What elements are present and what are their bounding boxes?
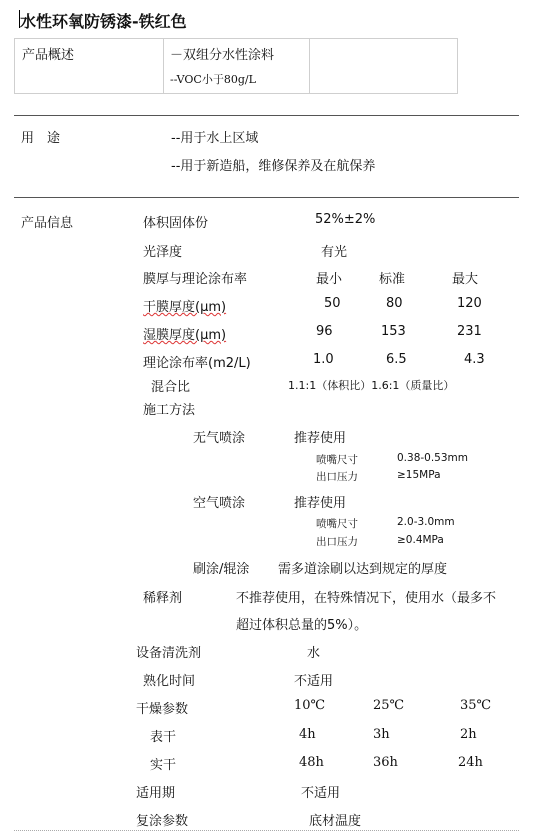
touch-dry-10: 4h [299, 727, 316, 742]
overview-label: 产品概述 [22, 48, 75, 63]
wet-film-max: 231 [457, 324, 482, 339]
cleaner-value: 水 [307, 646, 321, 661]
cleaner-label: 设备清洗剂 [136, 646, 202, 661]
dry-film-label [143, 296, 226, 315]
rate-std: 6.5 [386, 352, 407, 367]
brush-label: 刷涂/辊涂 [193, 562, 250, 577]
overview-line-2: --VOC小于80g/L [170, 73, 256, 86]
air-spray-recommend: 推荐使用 [294, 496, 347, 511]
film-header-max: 最大 [452, 272, 479, 287]
info-label: 产品信息 [21, 216, 74, 231]
overview-line-1: －双组分水性涂料 [170, 48, 275, 63]
mix-label: 混合比 [151, 380, 191, 395]
touch-dry-25: 3h [373, 727, 390, 742]
airless-nozzle-label: 喷嘴尺寸 [316, 454, 358, 466]
air-nozzle-value: 2.0-3.0mm [397, 516, 455, 528]
thinner-line-2: 超过体积总量的5%）。 [236, 618, 368, 633]
mix-value: 1.1:1（体积比）1.6:1（质量比） [288, 379, 455, 392]
dry-film-std: 80 [386, 296, 403, 311]
rate-max: 4.3 [464, 352, 485, 367]
airless-recommend: 推荐使用 [294, 431, 347, 446]
airless-pressure-value: ≥15MPa [397, 469, 441, 481]
document-title: 水性环氧防锈漆-铁红色 [20, 12, 187, 31]
wet-film-std: 153 [381, 324, 406, 339]
rate-label: 理论涂布率(m2/L) [143, 356, 251, 371]
air-spray-label: 空气喷涂 [193, 496, 246, 511]
thinner-line-1: 不推荐使用，在特殊情况下，使用水（最多不 [236, 591, 497, 606]
solids-label: 体积固体份 [143, 216, 209, 231]
usage-label: 用 途 [21, 131, 61, 146]
gloss-label: 光泽度 [143, 245, 183, 260]
touch-dry-35: 2h [460, 727, 477, 742]
hard-dry-25: 36h [373, 755, 398, 770]
hard-dry-35: 24h [458, 755, 483, 770]
potlife-value: 不适用 [301, 786, 341, 801]
drying-temp-25: 25℃ [373, 698, 405, 713]
air-nozzle-label: 喷嘴尺寸 [316, 518, 358, 530]
airless-label: 无气喷涂 [193, 431, 246, 446]
bottom-rule [14, 830, 519, 831]
usage-line-2: --用于新造船，维修保养及在航保养 [171, 159, 376, 174]
airless-pressure-label: 出口压力 [316, 471, 358, 483]
film-header-std: 标准 [379, 272, 406, 287]
dry-film-label-text: 干膜厚度(µm) [143, 300, 227, 315]
recoat-label: 复涂参数 [136, 814, 189, 829]
film-label: 膜厚与理论涂布率 [143, 272, 248, 287]
thinner-label: 稀释剂 [143, 591, 183, 606]
film-header-min: 最小 [316, 272, 343, 287]
drying-temp-10: 10℃ [294, 698, 326, 713]
recoat-value: 底材温度 [309, 814, 362, 829]
air-pressure-label: 出口压力 [316, 536, 358, 548]
airless-nozzle-value: 0.38-0.53mm [397, 452, 469, 464]
induction-value: 不适用 [294, 674, 334, 689]
solids-value: 52%±2% [315, 212, 376, 227]
drying-label: 干燥参数 [136, 702, 189, 717]
potlife-label: 适用期 [136, 786, 176, 801]
divider-2 [14, 197, 519, 198]
induction-label: 熟化时间 [143, 674, 196, 689]
usage-line-1: --用于水上区域 [171, 131, 259, 146]
brush-value: 需多道涂刷以达到规定的厚度 [278, 562, 448, 577]
drying-temp-35: 35℃ [460, 698, 492, 713]
hard-dry-10: 48h [299, 755, 324, 770]
wet-film-label [143, 324, 226, 343]
wet-film-min: 96 [316, 324, 333, 339]
wet-film-label-text: 湿膜厚度(µm) [143, 328, 227, 343]
rate-min: 1.0 [313, 352, 334, 367]
hard-dry-label: 实干 [150, 758, 177, 773]
air-pressure-value: ≥0.4MPa [397, 534, 444, 546]
touch-dry-label: 表干 [150, 730, 177, 745]
dry-film-min: 50 [324, 296, 341, 311]
method-label: 施工方法 [143, 403, 196, 418]
dry-film-max: 120 [457, 296, 482, 311]
divider-1 [14, 115, 519, 116]
gloss-value: 有光 [321, 245, 348, 260]
